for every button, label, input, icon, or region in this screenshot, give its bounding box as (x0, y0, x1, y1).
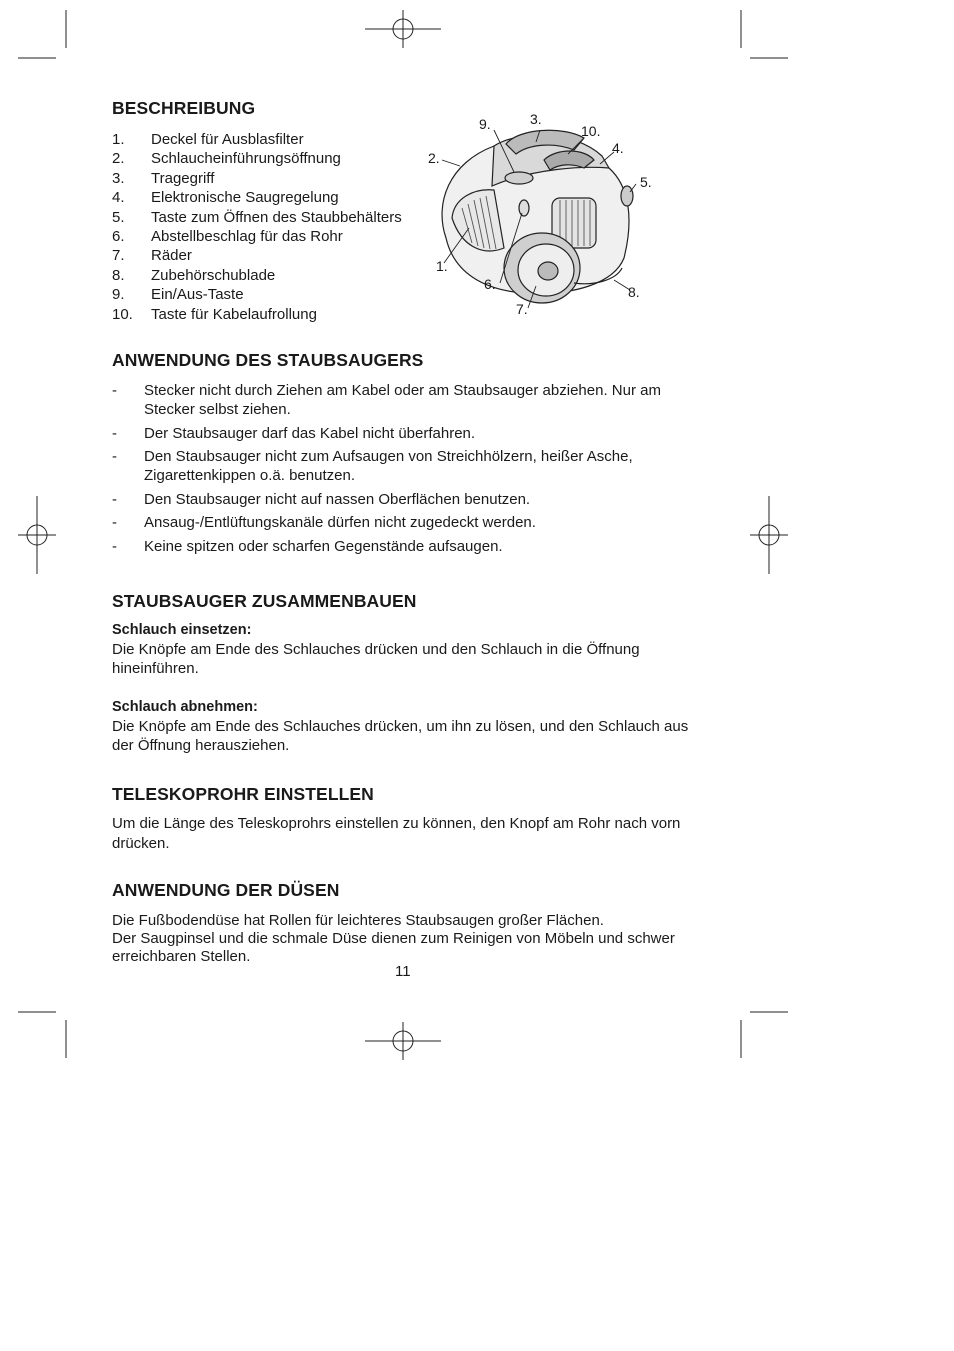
nozzles-text (112, 912, 692, 966)
section-title-zusammenbauen: STAUBSAUGER ZUSAMMENBAUEN (112, 591, 417, 611)
section-title-teleskop: TELESKOPROHR EINSTELLEN (112, 784, 374, 804)
hose-insert-text: Die Knöpfe am Ende des Schlauches drücken und den Schlauch in die Öffnung hineinführen. (112, 641, 640, 677)
callout-8: 8. (628, 284, 640, 300)
list-item: 2. Schlaucheinführungsöffnung (112, 150, 341, 168)
callout-5: 5. (640, 174, 652, 190)
list-item: 8. Zubehörschublade (112, 266, 276, 284)
telescope-text: Um die Länge des Teleskoprohrs einstellen zu können, den Knopf am Rohr nach vorn drücken. (112, 815, 681, 852)
list-item: 4. Elektronische Saugregelung (112, 189, 339, 207)
list-item: 3. Tragegriff (112, 169, 215, 187)
hose-insert-block (112, 621, 712, 678)
list-item: 6. Abstellbeschlag für das Rohr (112, 227, 343, 245)
description-list (112, 130, 402, 324)
list-item: - Der Staubsauger darf das Kabel nicht überfahren. (112, 424, 476, 442)
callout-7: 7. (516, 301, 528, 317)
list-item: 1. Deckel für Ausblasfilter (112, 131, 304, 148)
vacuum-cleaner-drawing (424, 108, 660, 322)
hose-remove-heading: Schlauch abnehmen: (112, 699, 258, 715)
hose-remove-text: Die Knöpfe am Ende des Schlauches drücken, um ihn zu lösen, und den Schlauch aus der Öffnung herausziehen. (112, 718, 689, 754)
list-item: - Ansaug-/Entlüftungskanäle dürfen nicht zugedeckt werden. (112, 514, 536, 531)
callout-1: 1. (436, 258, 448, 274)
callout-2: 2. (428, 150, 440, 166)
vacuum-cleaner-illustration (424, 108, 660, 322)
page-number: 11 (395, 963, 411, 980)
callout-9: 9. (479, 116, 491, 132)
section-title-anwendung: ANWENDUNG DES STAUBSAUGERS (112, 350, 424, 370)
list-item: - Stecker nicht durch Ziehen am Kabel oder am Staubsauger abziehen. Nur am Stecker selbst ziehen. (112, 382, 661, 418)
callout-3: 3. (530, 111, 542, 127)
callout-4: 4. (612, 140, 624, 156)
list-item: 10. Taste für Kabelaufrollung (112, 305, 317, 323)
list-item: 5. Taste zum Öffnen des Staubbehälters (112, 208, 402, 226)
nozzles-line-1: Die Fußbodendüse hat Rollen für leichteres Staubsaugen großer Flächen. (112, 912, 604, 929)
list-item: 7. Räder (112, 247, 192, 265)
callout-10: 10. (581, 123, 601, 139)
list-item: 9. Ein/Aus-Taste (112, 286, 244, 304)
hose-remove-block (112, 698, 712, 755)
list-item: - Den Staubsauger nicht zum Aufsaugen von Streichhölzern, heißer Asche, Zigarettenkippen o.ä. benutzen. (112, 448, 633, 484)
list-item: - Keine spitzen oder scharfen Gegenstände aufsaugen. (112, 537, 503, 555)
callout-6: 6. (484, 276, 496, 292)
section-title-beschreibung: BESCHREIBUNG (112, 98, 256, 118)
nozzles-line-2: Der Saugpinsel und die schmale Düse dienen zum Reinigen von Möbeln und schwer erreichbaren Stellen. (112, 930, 675, 965)
hose-insert-heading: Schlauch einsetzen: (112, 622, 252, 638)
list-item: - Den Staubsauger nicht auf nassen Oberflächen benutzen. (112, 490, 531, 508)
section-title-duesen: ANWENDUNG DER DÜSEN (112, 880, 340, 900)
usage-list (112, 381, 702, 560)
